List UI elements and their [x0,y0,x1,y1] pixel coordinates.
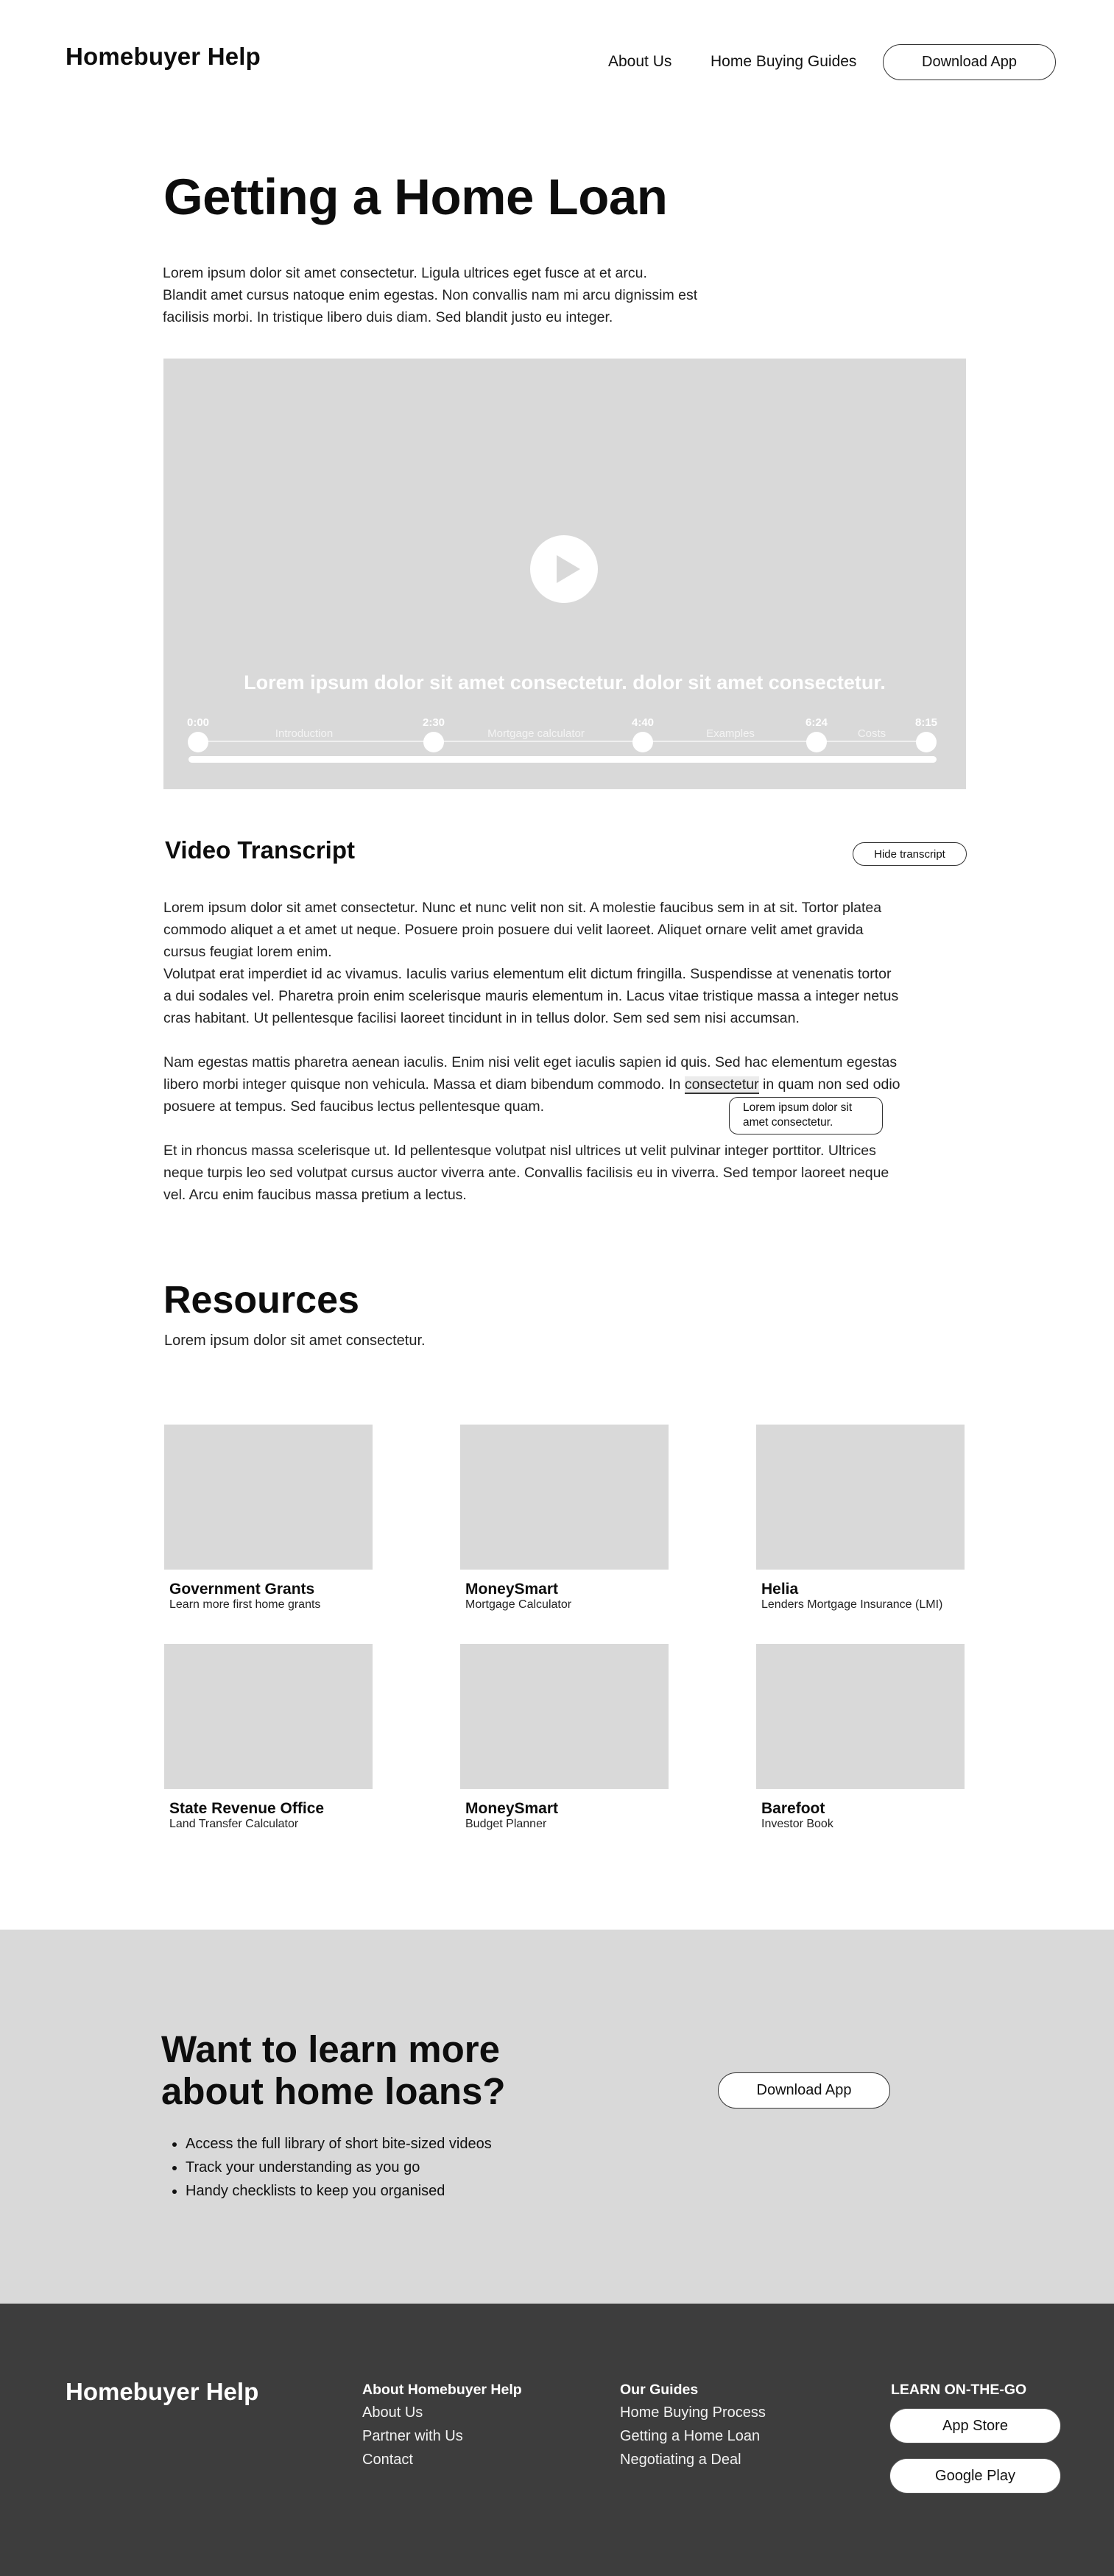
chapter-marker[interactable] [632,732,653,752]
footer-logo[interactable]: Homebuyer Help [66,2378,259,2405]
footer-link-home-buying-process[interactable]: Home Buying Process [620,2404,766,2421]
tooltip-line: amet consectetur. [743,1116,833,1129]
resource-card-image[interactable] [164,1425,373,1570]
list-item: • Track your understanding as you go [186,2156,492,2179]
chapter-time: 0:00 [186,716,210,729]
definition-tooltip [729,1097,883,1135]
footer-link-partner[interactable]: Partner with Us [362,2428,463,2444]
transcript-line: neque turpis leo sed volutpat cursus auctor viverra ante. Convallis facilisis eu in viverra. Sed tempor laoreet neque [163,1165,889,1181]
highlighted-term[interactable]: consectetur [684,1076,759,1093]
transcript-line: Volutpat erat imperdiet id ac vivamus. Iaculis varius elementum elit dictum fringilla. Suspendisse at venenatis tortor [163,966,892,982]
video-progress-bar[interactable] [188,756,937,763]
transcript-line: cras habitant. Ut pellentesque facilisi laoreet tincidunt in in tellus dolor. Sem sed sem nisi accumsan. [163,1010,800,1026]
resource-card-subtitle: Investor Book [761,1818,833,1830]
chapter-time: 2:30 [422,716,445,729]
nav-home-buying-guides[interactable]: Home Buying Guides [711,53,857,70]
footer-link-negotiating-a-deal[interactable]: Negotiating a Deal [620,2452,741,2468]
intro-line: facilisis morbi. In tristique libero duis diam. Sed blandit justo eu integer. [163,309,613,325]
transcript-line: libero morbi integer quisque non vehicula. Massa et diam bibendum commodo. In [163,1076,685,1093]
chapter-marker[interactable] [916,732,937,752]
list-item: • Handy checklists to keep you organised [186,2179,492,2203]
site-logo[interactable]: Homebuyer Help [66,43,261,70]
cta-title [161,2028,603,2112]
cta-title-line: Want to learn more [161,2028,500,2070]
transcript-line: posuere at tempus. Sed faucibus lectus pellentesque quam. [163,1098,545,1115]
resource-card-subtitle: Land Transfer Calculator [169,1818,299,1830]
resource-card-subtitle: Mortgage Calculator [465,1598,572,1611]
play-button[interactable] [530,535,598,603]
cta-title-line: about home loans? [161,2070,506,2112]
resource-card-image[interactable] [460,1425,669,1570]
transcript-paragraph [163,897,973,1029]
footer-column-title: LEARN ON-THE-GO [891,2382,1027,2398]
resource-card-title[interactable]: State Revenue Office [169,1800,325,1817]
resource-card-subtitle: Budget Planner [465,1818,547,1830]
resource-card-title[interactable]: Government Grants [169,1581,315,1598]
resource-card-title[interactable]: MoneySmart [465,1800,559,1817]
video-caption: Lorem ipsum dolor sit amet consectetur. dolor sit amet consectetur. [244,671,886,694]
footer-link-contact[interactable]: Contact [362,2452,413,2468]
footer-link-getting-a-home-loan[interactable]: Getting a Home Loan [620,2428,761,2444]
resources-subtitle: Lorem ipsum dolor sit amet consectetur. [164,1333,426,1349]
transcript-line: commodo aliquet a et amet ut neque. Posuere proin posuere dui velit laoreet. Aliquet ornare velit amet gravida [163,922,864,938]
intro-line: Blandit amet cursus natoque enim egestas. Non convallis nam mi arcu dignissim est [163,287,698,303]
resource-card-subtitle: Lenders Mortgage Insurance (LMI) [761,1598,943,1611]
app-store-button[interactable]: App Store [889,2408,1061,2443]
transcript-line: cursus feugiat lorem enim. [163,944,332,960]
transcript-line: in quam non sed odio [758,1076,900,1093]
cta-benefits-list [186,2132,492,2203]
footer-column-title: Our Guides [620,2382,699,2398]
footer-link-about-us[interactable]: About Us [362,2404,423,2421]
header-download-app-button[interactable]: Download App [883,44,1056,80]
transcript-line: vel. Arcu enim faucibus massa pretium a lectus. [163,1187,467,1203]
tooltip-line: Lorem ipsum dolor sit [743,1101,853,1114]
chapter-time: 4:40 [631,716,655,729]
chapter-label: Introduction [275,727,334,740]
transcript-title: Video Transcript [165,836,355,864]
intro-line: Lorem ipsum dolor sit amet consectetur. Ligula ultrices eget fusce at et arcu. [163,265,647,281]
list-item: • Access the full library of short bite-sized videos [186,2132,492,2156]
transcript-line: Et in rhoncus massa scelerisque ut. Id pellentesque volutpat nisl ultrices ut velit pulvinar integer porttitor. Ultrices [163,1143,876,1159]
chapter-label: Examples [706,727,755,740]
chapter-time: 8:15 [914,716,938,729]
transcript-line: Nam egestas mattis pharetra aenean iaculis. Enim nisi velit eget iaculis sapien id quis. Sed hac elementum egestas [163,1054,898,1070]
resource-card-image[interactable] [756,1644,965,1789]
cta-download-app-button[interactable]: Download App [718,2072,890,2109]
chapter-label: Costs [857,727,886,740]
chapter-marker[interactable] [806,732,827,752]
resource-card-title[interactable]: Barefoot [761,1800,825,1817]
play-icon [530,535,598,603]
nav-about-us[interactable]: About Us [608,53,672,70]
transcript-line: a dui sodales vel. Pharetra proin enim scelerisque mauris elementum in. Lacus vitae tristique massa a integer netus [163,988,899,1004]
resources-title: Resources [163,1279,359,1321]
page-title: Getting a Home Loan [163,169,668,225]
resource-card-image[interactable] [756,1425,965,1570]
google-play-button[interactable]: Google Play [889,2458,1061,2494]
hide-transcript-button[interactable]: Hide transcript [853,842,967,866]
chapter-marker[interactable] [423,732,444,752]
transcript-body [163,897,973,1206]
resource-card-title[interactable]: Helia [761,1581,799,1598]
footer-column-title: About Homebuyer Help [362,2382,522,2398]
chapter-label: Mortgage calculator [487,727,585,740]
cta-section [0,1930,1114,2304]
chapter-time: 6:24 [805,716,828,729]
transcript-paragraph [163,1140,973,1206]
intro-paragraph [163,262,766,328]
chapter-marker[interactable] [188,732,208,752]
resource-card-title[interactable]: MoneySmart [465,1581,559,1598]
resource-card-image[interactable] [164,1644,373,1789]
transcript-line: Lorem ipsum dolor sit amet consectetur. Nunc et nunc velit non sit. A molestie faucibus sem in at sit. Tortor platea [163,900,882,916]
resource-card-image[interactable] [460,1644,669,1789]
resource-card-subtitle: Learn more first home grants [169,1598,321,1611]
